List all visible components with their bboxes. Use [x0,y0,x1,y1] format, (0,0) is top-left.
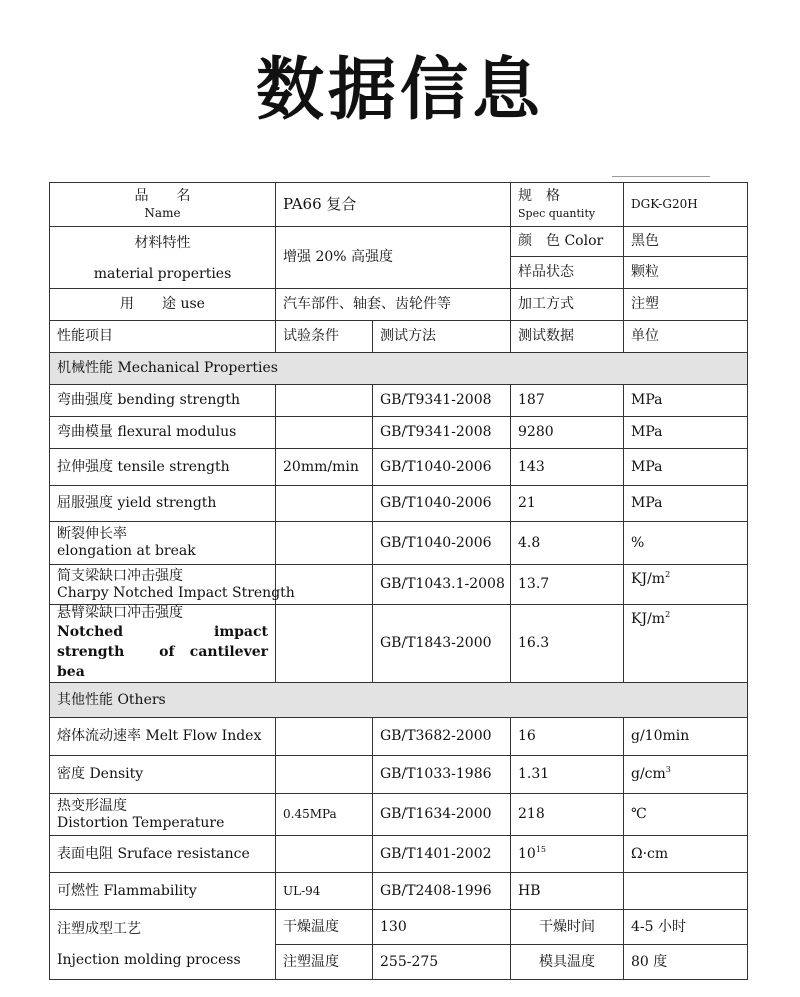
unit: g/10min [624,718,748,756]
test-method: GB/T1033-1986 [373,756,511,794]
unit: ℃ [624,794,748,836]
material-label-cell [50,227,276,289]
unit-base: g/cm [631,766,666,782]
test-method: GB/T2408-1996 [373,873,511,910]
property-name [50,522,276,565]
injection-row-1 [50,910,748,945]
test-method: GB/T1401-2002 [373,836,511,873]
test-condition [276,486,373,522]
dry-time-label: 干燥时间 [511,910,624,945]
dry-temp-label: 干燥温度 [276,910,373,945]
property-name-cn: 悬臂梁缺口冲击强度 [57,605,183,621]
unit: MPa [624,449,748,486]
unit: MPa [624,385,748,417]
property-name: 弯曲强度 bending strength [50,385,276,417]
table-row [50,756,748,794]
spec-label-en: Spec quantity [518,206,596,220]
material-label-cn: 材料特性 [134,234,191,251]
sample-label: 样品状态 [511,257,624,289]
property-name-cn: 简支梁缺口冲击强度 [57,567,183,584]
section-row-mechanical [50,353,748,385]
material-label-en: material properties [93,265,232,282]
table-row [50,385,748,417]
section-row-others [50,683,748,718]
column-header-row [50,321,748,353]
unit [624,873,748,910]
table-row [50,605,748,683]
test-data: 143 [511,449,624,486]
dry-time-value: 4-5 小时 [624,910,748,945]
property-name: 表面电阻 Sruface resistance [50,836,276,873]
inject-temp-value: 255-275 [373,945,511,980]
table-row [50,565,748,605]
unit-superscript: 2 [665,570,671,579]
color-label: 颜 色 Color [511,227,624,257]
decorative-line [612,176,710,177]
spec-label-cn: 规 格 [518,187,560,204]
test-data: 4.8 [511,522,624,565]
injection-label-en: Injection molding process [57,951,241,968]
table-row [50,486,748,522]
injection-label-cell [50,910,276,980]
unit [624,565,748,605]
unit: MPa [624,417,748,449]
test-method: GB/T1843-2000 [373,605,511,683]
col-header-item: 性能项目 [50,321,276,353]
test-condition [276,718,373,756]
property-name-en: Notched impact strength of cantilever bea [57,624,282,680]
property-name-en: Charpy Notched Impact Strength [57,584,295,601]
col-header-method: 测试方法 [373,321,511,353]
test-data: 16.3 [511,605,624,683]
property-name: 弯曲模量 flexural modulus [50,417,276,449]
test-method: GB/T3682-2000 [373,718,511,756]
table-row [50,718,748,756]
property-name: 熔体流动速率 Melt Flow Index [50,718,276,756]
mold-temp-label: 模具温度 [511,945,624,980]
table-row [50,836,748,873]
test-condition [276,385,373,417]
process-value: 注塑 [624,289,748,321]
test-data: 21 [511,486,624,522]
property-name: 密度 Density [50,756,276,794]
property-name [50,794,276,836]
property-name: 屈服强度 yield strength [50,486,276,522]
test-data: 16 [511,718,624,756]
data-superscript: 15 [535,844,547,854]
test-condition [276,522,373,565]
test-method: GB/T1634-2000 [373,794,511,836]
property-name: 拉伸强度 tensile strength [50,449,276,486]
table-row [50,522,748,565]
process-label: 加工方式 [511,289,624,321]
unit: MPa [624,486,748,522]
property-name [50,605,282,683]
page-title: 数据信息 [255,51,544,130]
property-name-en: elongation at break [57,543,196,559]
mold-temp-value: 80 度 [624,945,748,980]
test-method: GB/T1040-2006 [373,449,511,486]
test-condition: 20mm/min [276,449,373,486]
unit-superscript: 2 [665,610,671,619]
test-data: 9280 [511,417,624,449]
color-value: 黑色 [624,227,748,257]
test-condition [276,417,373,449]
injection-label-cn: 注塑成型工艺 [57,920,141,937]
test-condition [276,836,373,873]
test-condition: 0.45MPa [276,794,373,836]
property-name: 可燃性 Flammability [50,873,276,910]
col-header-condition: 试验条件 [276,321,373,353]
use-row [50,289,748,321]
use-label: 用 途 use [50,289,276,321]
test-method: GB/T9341-2008 [373,417,511,449]
unit: % [624,522,748,565]
unit-superscript: 3 [665,765,671,774]
test-method: GB/T1040-2006 [373,522,511,565]
property-name-en: Distortion Temperature [57,814,225,831]
test-data: 218 [511,794,624,836]
name-label-cell [50,183,276,227]
test-method: GB/T9341-2008 [373,385,511,417]
unit [624,605,748,683]
sample-value: 颗粒 [624,257,748,289]
table-row [50,873,748,910]
material-value: 增强 20% 高强度 [276,227,511,289]
name-label-cn: 品 名 [134,187,191,204]
test-condition [276,756,373,794]
test-data: 1.31 [511,756,624,794]
property-name-cn: 热变形温度 [57,797,127,814]
dry-temp-value: 130 [373,910,511,945]
unit-base: KJ/m [631,611,666,627]
name-row [50,183,748,227]
unit [624,756,748,794]
table-row [50,794,748,836]
col-header-unit: 单位 [624,321,748,353]
use-value: 汽车部件、轴套、齿轮件等 [276,289,511,321]
data-base: 10 [518,845,536,862]
test-data: 187 [511,385,624,417]
test-condition [276,605,373,683]
data-sheet-table [49,182,748,980]
test-data: 13.7 [511,565,624,605]
name-label-en: Name [144,205,181,220]
unit: Ω·cm [624,836,748,873]
spec-label-cell [511,183,624,227]
spec-value: DGK-G20H [624,183,748,227]
table-row [50,449,748,486]
material-row [50,227,748,257]
test-method: GB/T1040-2006 [373,486,511,522]
col-header-data: 测试数据 [511,321,624,353]
property-name-cn: 断裂伸长率 [57,526,127,542]
table-row [50,417,748,449]
inject-temp-label: 注塑温度 [276,945,373,980]
section-title-mechanical: 机械性能 Mechanical Properties [50,353,748,385]
name-value: PA66 复合 [276,183,511,227]
test-condition: UL-94 [276,873,373,910]
test-data: HB [511,873,624,910]
test-method: GB/T1043.1-2008 [373,565,511,605]
property-name [50,565,295,605]
section-title-others: 其他性能 Others [50,683,748,718]
unit-base: KJ/m [631,571,666,587]
test-data [511,836,624,873]
